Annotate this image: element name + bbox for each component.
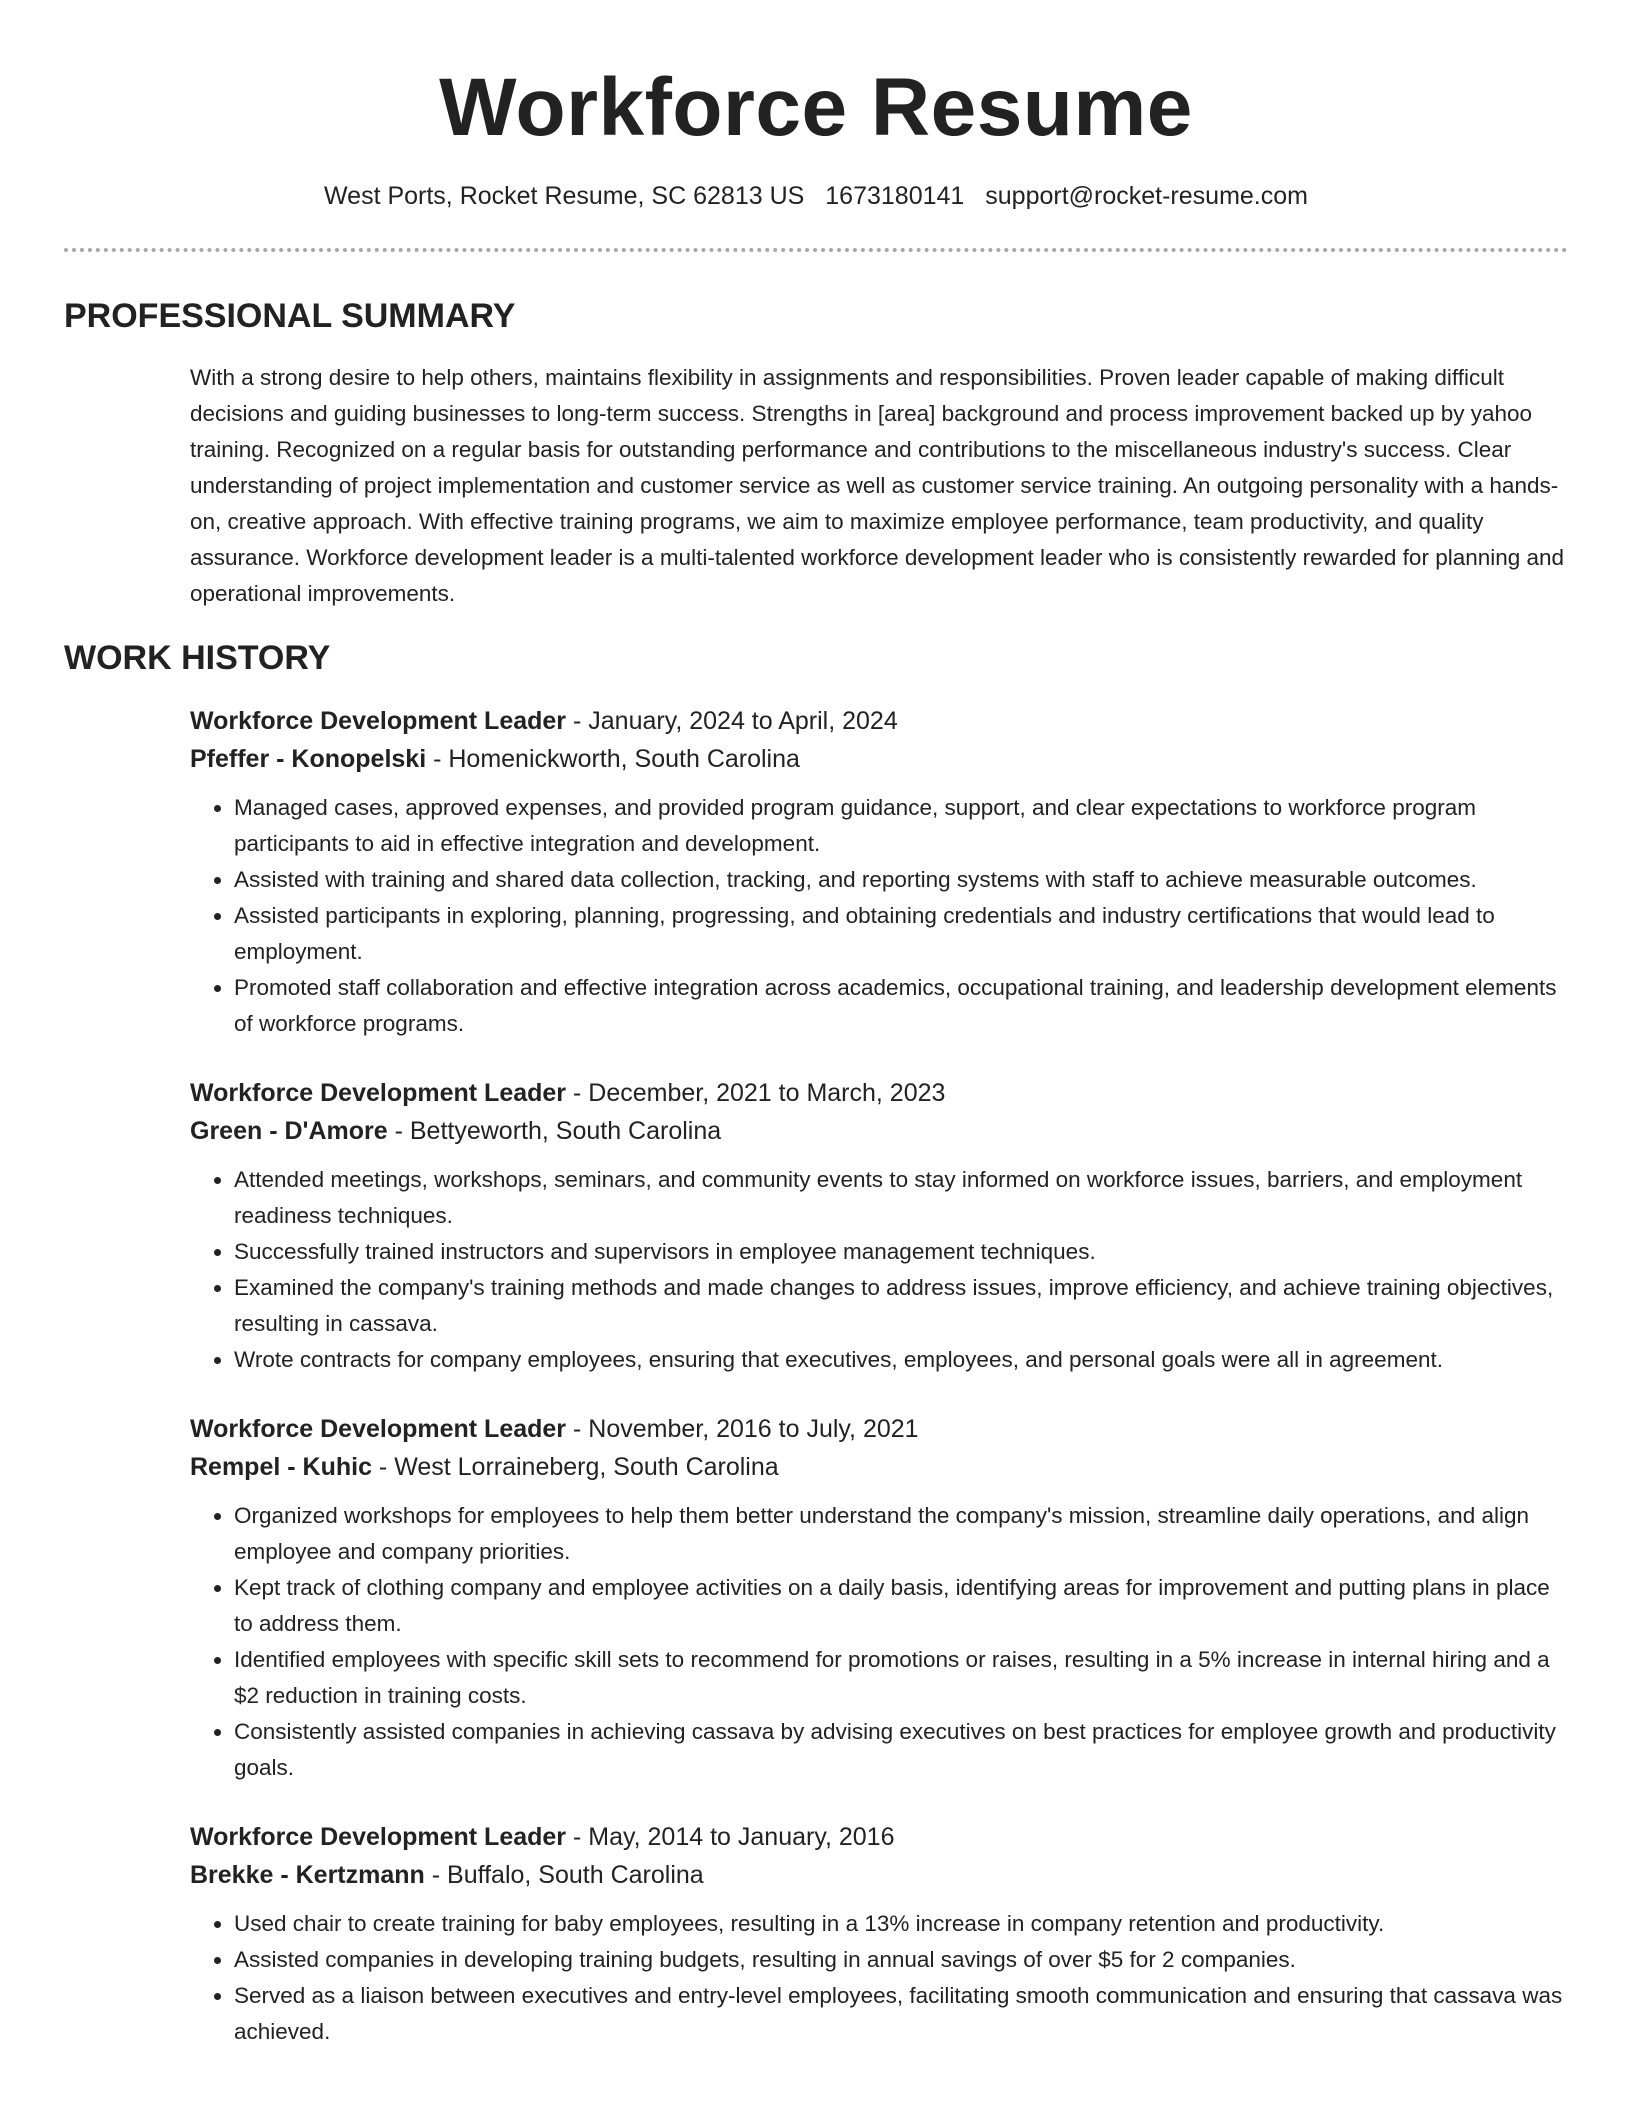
job-dates: - May, 2014 to January, 2016 xyxy=(566,1823,895,1851)
job-company: Brekke - Kertzmann xyxy=(190,1861,425,1889)
job-bullet: • Assisted companies in developing training budgets, resulting in annual savings of over $5 for 2 companies. xyxy=(234,1942,1568,1978)
job-dates: - December, 2021 to March, 2023 xyxy=(566,1079,946,1107)
job-company-line xyxy=(190,1448,1568,1486)
contact-address: West Ports, Rocket Resume, SC 62813 US xyxy=(324,182,805,210)
job-bullet: • Assisted with training and shared data collection, tracking, and reporting systems with staff to achieve measurable outcomes. xyxy=(234,862,1568,898)
job-bullets xyxy=(190,1498,1568,1786)
job-bullets xyxy=(190,1162,1568,1378)
contact-email[interactable]: support@rocket-resume.com xyxy=(985,182,1308,210)
job-bullet: • Examined the company's training methods and made changes to address issues, improve efficiency, and achieve training objectives, resulting in cassava. xyxy=(234,1270,1568,1342)
job-dates: - January, 2024 to April, 2024 xyxy=(566,707,898,735)
job-bullet: • Managed cases, approved expenses, and provided program guidance, support, and clear expectations to workforce program participants to aid in effective integration and development. xyxy=(234,790,1568,862)
summary-heading: PROFESSIONAL SUMMARY xyxy=(64,297,516,335)
job-entry xyxy=(190,1074,1568,1378)
job-bullet: • Successfully trained instructors and supervisors in employee management techniques. xyxy=(234,1234,1568,1270)
job-title-line xyxy=(190,1074,1568,1112)
job-company: Green - D'Amore xyxy=(190,1117,388,1145)
job-bullet: • Served as a liaison between executives and entry-level employees, facilitating smooth communication and ensuring that cassava was achieved. xyxy=(234,1978,1568,2050)
job-company-line xyxy=(190,740,1568,778)
job-title: Workforce Development Leader xyxy=(190,1823,567,1851)
job-company-line xyxy=(190,1856,1568,1894)
job-entry xyxy=(190,702,1568,1042)
job-bullet: • Identified employees with specific skill sets to recommend for promotions or raises, resulting in a 5% increase in internal hiring and a $2 reduction in training costs. xyxy=(234,1642,1568,1714)
job-location: - Bettyeworth, South Carolina xyxy=(387,1117,722,1145)
job-bullet: • Wrote contracts for company employees, ensuring that executives, employees, and personal goals were all in agreement. xyxy=(234,1342,1568,1378)
job-company: Pfeffer - Konopelski xyxy=(190,745,427,773)
job-bullet: • Attended meetings, workshops, seminars, and community events to stay informed on workforce issues, barriers, and employment readiness techniques. xyxy=(234,1162,1568,1234)
job-title-line xyxy=(190,702,1568,740)
job-dates: - November, 2016 to July, 2021 xyxy=(566,1415,919,1443)
summary-text: With a strong desire to help others, maintains flexibility in assignments and responsibilities. Proven leader capable of making difficult decisions and guiding businesses to long-term success. Strengths in [area] background and process improvement backed up by yahoo training. Recognized on a regular basis for outstanding performance and contributions to the miscellaneous industry's success. Clear understanding of project implementation and customer service as well as customer service training. An outgoing personality with a hands-on, creative approach. With effective training programs, we aim to maximize employee performance, team productivity, and quality assurance. Workforce development leader is a multi-talented workforce development leader who is consistently rewarded for planning and operational improvements. xyxy=(190,365,1565,606)
contact-phone: 1673180141 xyxy=(825,182,965,210)
job-bullet: • Consistently assisted companies in achieving cassava by advising executives on best practices for employee growth and productivity goals. xyxy=(234,1714,1568,1786)
job-company-line xyxy=(190,1112,1568,1150)
job-title-line xyxy=(190,1818,1568,1856)
resume-title: Workforce Resume xyxy=(439,62,1193,153)
job-location: - Buffalo, South Carolina xyxy=(424,1861,704,1889)
job-bullets xyxy=(190,790,1568,1042)
job-entry xyxy=(190,1818,1568,2050)
job-bullet: • Promoted staff collaboration and effective integration across academics, occupational training, and leadership development elements of workforce programs. xyxy=(234,970,1568,1042)
header-divider xyxy=(64,248,1568,252)
job-entry xyxy=(190,1410,1568,1786)
job-bullet: • Organized workshops for employees to help them better understand the company's mission, streamline daily operations, and align employee and company priorities. xyxy=(234,1498,1568,1570)
resume-page xyxy=(64,0,1568,2050)
job-company: Rempel - Kuhic xyxy=(190,1453,372,1481)
job-title-line xyxy=(190,1410,1568,1448)
work-history-heading: WORK HISTORY xyxy=(64,639,331,677)
contact-line xyxy=(64,180,1568,212)
job-bullet: • Used chair to create training for baby employees, resulting in a 13% increase in company retention and productivity. xyxy=(234,1906,1568,1942)
job-bullet: • Kept track of clothing company and employee activities on a daily basis, identifying areas for improvement and putting plans in place to address them. xyxy=(234,1570,1568,1642)
job-title: Workforce Development Leader xyxy=(190,1079,567,1107)
job-bullets xyxy=(190,1906,1568,2050)
job-title: Workforce Development Leader xyxy=(190,707,567,735)
job-bullet: • Assisted participants in exploring, planning, progressing, and obtaining credentials and industry certifications that would lead to employment. xyxy=(234,898,1568,970)
job-title: Workforce Development Leader xyxy=(190,1415,567,1443)
job-location: - Homenickworth, South Carolina xyxy=(426,745,800,773)
job-location: - West Lorraineberg, South Carolina xyxy=(371,1453,779,1481)
